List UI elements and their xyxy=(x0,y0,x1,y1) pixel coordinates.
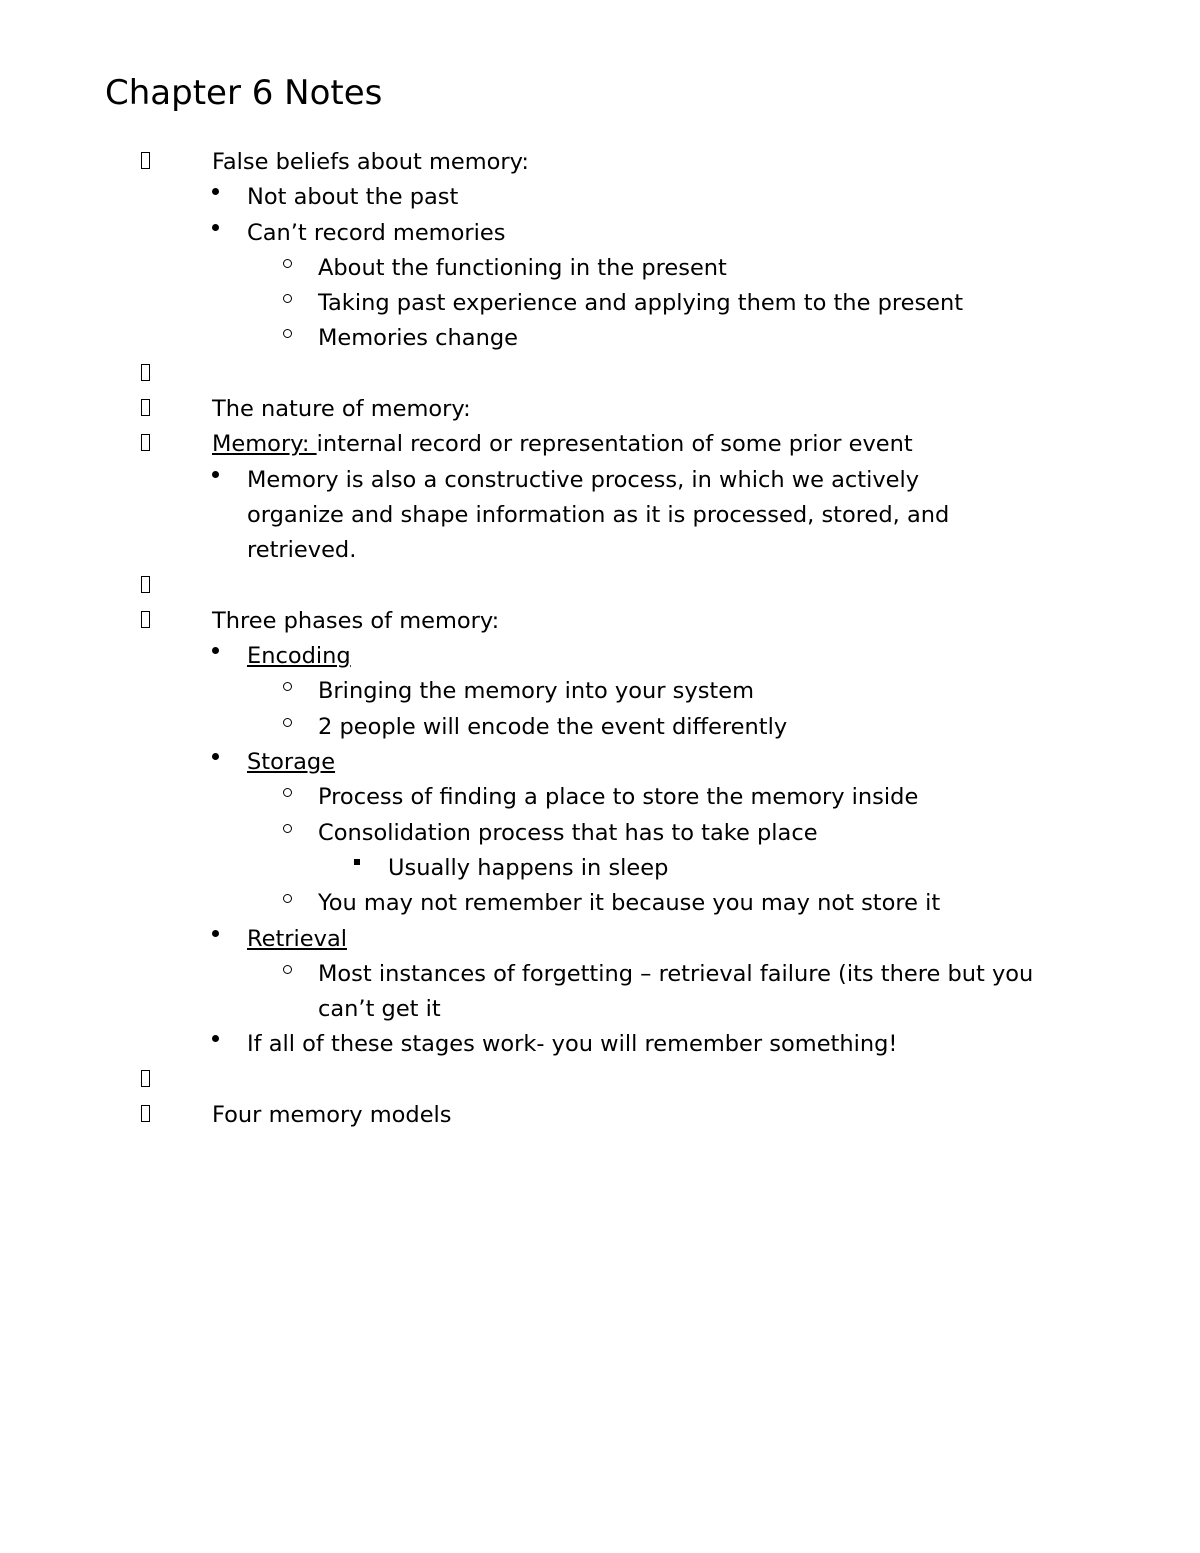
bullet-disc-icon xyxy=(212,922,219,957)
bullet-circle-icon xyxy=(283,886,292,921)
list-item xyxy=(0,745,1200,780)
list-item xyxy=(0,957,1200,1028)
list-item-text: Process of finding a place to store the memory inside xyxy=(318,784,919,811)
page-title: Chapter 6 Notes xyxy=(105,73,383,113)
box-glyph-icon xyxy=(141,569,150,604)
phase-heading-storage: Storage xyxy=(247,749,336,776)
list-item xyxy=(0,922,1200,957)
bullet-circle-icon xyxy=(283,321,292,356)
list-item-text: The nature of memory: xyxy=(212,396,471,423)
list-item-text: Bringing the memory into your system xyxy=(318,678,755,705)
list-item-text: About the functioning in the present xyxy=(318,254,727,281)
list-item xyxy=(0,780,1200,815)
list-item xyxy=(0,145,1200,180)
list-item-text: Taking past experience and applying them to the present xyxy=(318,290,964,317)
bullet-disc-icon xyxy=(212,639,219,674)
bullet-circle-icon xyxy=(283,710,292,745)
list-item-text: Most instances of forgetting – retrieval failure (its there but you can’t get it xyxy=(318,960,1034,1023)
list-item xyxy=(0,851,1200,886)
bullet-disc-icon xyxy=(212,216,219,251)
list-item xyxy=(0,463,1200,569)
phase-heading-retrieval: Retrieval xyxy=(247,925,347,952)
list-item-text: Three phases of memory: xyxy=(212,607,500,634)
list-item-text: Four memory models xyxy=(212,1102,452,1129)
bullet-circle-icon xyxy=(283,816,292,851)
list-item xyxy=(0,816,1200,851)
list-item xyxy=(0,321,1200,356)
notes-list xyxy=(0,145,1200,1133)
phase-heading-encoding: Encoding xyxy=(247,643,351,670)
list-item-text: Not about the past xyxy=(247,184,459,211)
list-item xyxy=(0,180,1200,215)
box-glyph-icon xyxy=(141,145,150,180)
list-item-text: False beliefs about memory: xyxy=(212,149,529,175)
list-item xyxy=(0,392,1200,427)
box-glyph-icon xyxy=(141,1098,150,1133)
bullet-disc-icon xyxy=(212,180,219,215)
bullet-circle-icon xyxy=(283,251,292,286)
list-item xyxy=(0,1098,1200,1133)
list-item xyxy=(0,674,1200,709)
box-glyph-icon xyxy=(141,392,150,427)
list-item-text: Can’t record memories xyxy=(247,219,506,246)
box-glyph-icon xyxy=(141,357,150,392)
bullet-disc-icon xyxy=(212,1027,219,1062)
list-item-text: Usually happens in sleep xyxy=(388,854,669,881)
list-item-text: Memories change xyxy=(318,325,518,352)
list-item-text: You may not remember it because you may not store it xyxy=(318,890,941,917)
list-item xyxy=(0,286,1200,321)
definition-text: internal record or representation of some prior event xyxy=(316,431,913,458)
list-item xyxy=(0,710,1200,745)
bullet-circle-icon xyxy=(283,674,292,709)
box-glyph-icon xyxy=(141,427,150,462)
list-item-text: Consolidation process that has to take place xyxy=(318,819,818,846)
box-glyph-icon xyxy=(141,604,150,639)
bullet-disc-icon xyxy=(212,745,219,780)
list-item xyxy=(0,639,1200,674)
bullet-square-icon xyxy=(354,851,360,886)
bullet-circle-icon xyxy=(283,957,292,992)
list-item-text: 2 people will encode the event differently xyxy=(318,713,788,740)
list-item xyxy=(0,216,1200,251)
definition-term: Memory: xyxy=(212,431,317,458)
list-item xyxy=(0,1027,1200,1062)
definition-line xyxy=(212,427,913,462)
list-item xyxy=(0,251,1200,286)
list-item-empty xyxy=(0,1063,1200,1098)
list-item xyxy=(0,604,1200,639)
bullet-circle-icon xyxy=(283,780,292,815)
list-item-empty xyxy=(0,569,1200,604)
list-item-text: Memory is also a constructive process, in which we actively organize and shape information as it is processed, stored, and retrieved. xyxy=(247,466,950,564)
list-item-text: If all of these stages work- you will remember something! xyxy=(247,1031,898,1058)
list-item xyxy=(0,886,1200,921)
box-glyph-icon xyxy=(141,1063,150,1098)
list-item xyxy=(0,427,1200,462)
bullet-circle-icon xyxy=(283,286,292,321)
bullet-disc-icon xyxy=(212,463,219,498)
list-item-empty xyxy=(0,357,1200,392)
